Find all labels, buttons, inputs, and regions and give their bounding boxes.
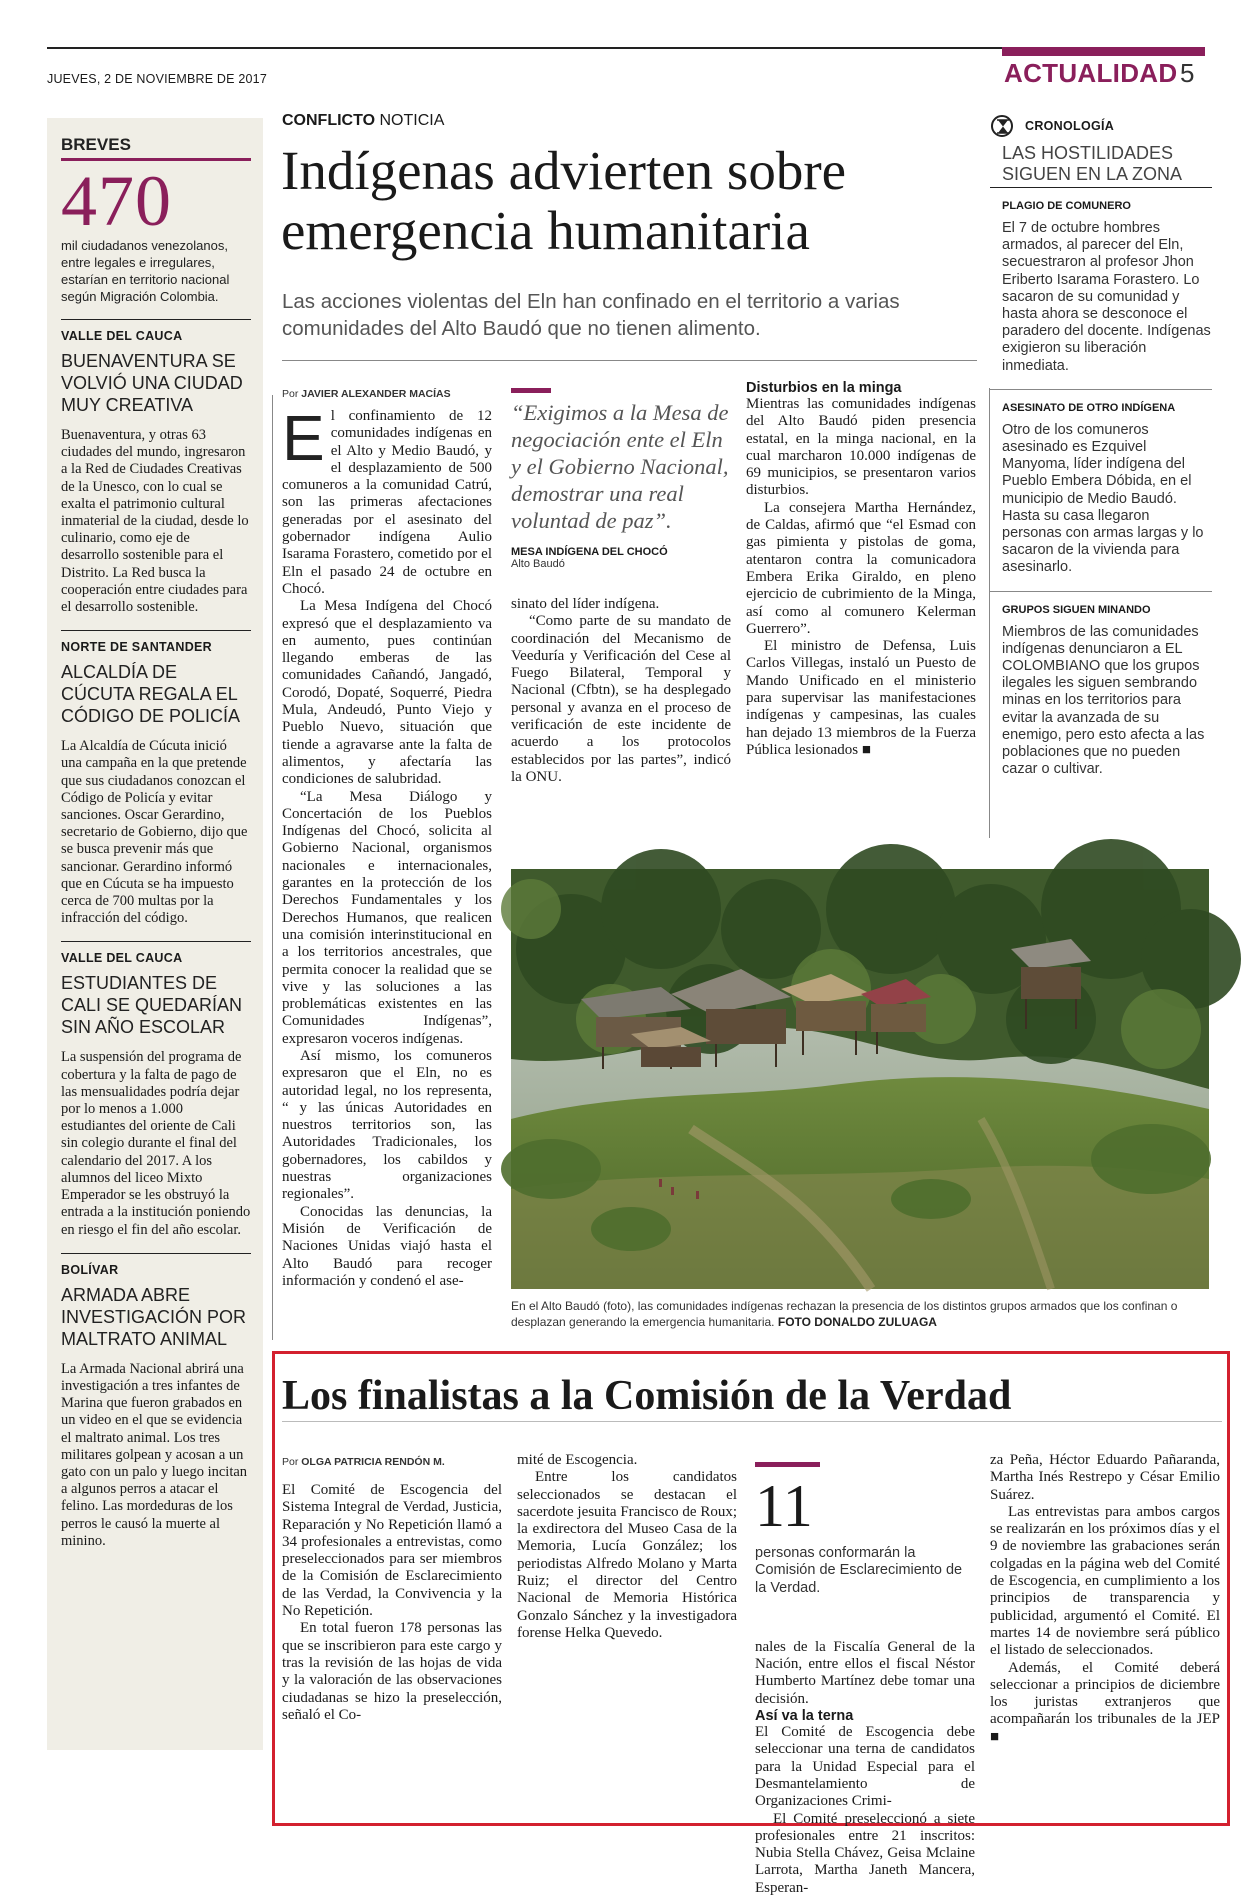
article2-rule bbox=[282, 1421, 1222, 1422]
article-byline bbox=[282, 388, 492, 400]
article2-column-4 bbox=[990, 1452, 1220, 1746]
chronology-separator bbox=[990, 591, 1212, 592]
chronology-item-text: Miembros de las comunidades indígenas denunciaron a EL COLOMBIANO que los grupos ilegales les siguen sembrando minas en los territorios para evitar la avanzada de su enemigo, pero esto afecta a las poblaciones que no pueden cazar o cultivar. bbox=[1002, 623, 1205, 778]
chronology-item bbox=[990, 200, 1212, 375]
brief-item bbox=[61, 630, 251, 927]
stat-caption: personas conformarán la Comisión de Esclarecimiento de la Verdad. bbox=[755, 1545, 963, 1596]
article-rule bbox=[282, 360, 977, 361]
paragraph: La Mesa Indígena del Chocó expresó que el desplazamiento va en aumento, pues continúan llegando emberas de las comunidades Cañandó, Jangadó, Corodó, Dopaté, Soquerré, Piedra Mula, Andeudó, Punto Viejo y Pueblo Nuevo, situación que tiende a agravarse ante la falta de alimentos, y afectaría las condiciones de salubridad. bbox=[282, 598, 492, 788]
paragraph bbox=[282, 402, 492, 598]
paragraph: “La Mesa Diálogo y Concertación de los Pueblos Indígenas del Chocó, solicita al Gobierno Nacional, organismos nacionales e internacionales, garantes en la protección de los Derechos Fundamentales y los Derechos Humanos, que realicen una comisión interinstitucional en a los territorios ancestrales, que permita conocer la realidad que se vive y las soluciones a las problemáticas existentes en las Comunidades Indígenas”, expresaron voceros indígenas. bbox=[282, 788, 492, 1047]
article2-body bbox=[282, 1482, 502, 1724]
issue-date: JUEVES, 2 DE NOVIEMBRE DE 2017 bbox=[47, 72, 267, 86]
chronology-title: LAS HOSTILIDADES SIGUEN EN LA ZONA bbox=[990, 143, 1212, 188]
paragraph: El Comité preseleccionó a siete profesionales entre 21 inscritos: Nubia Stella Chávez, Geisa Mclaine Larrota, Martha Janeth Mancera, Esperan- bbox=[755, 1810, 975, 1896]
brief-region: BOLÍVAR bbox=[61, 1262, 119, 1277]
paragraph: El Comité de Escogencia del Sistema Integral de Verdad, Justicia, Reparación y No Repetición llamó a 34 profesionales a entrevistas, como preseleccionados para ser miembros de la Comisión de Esclarecimiento de las Verdad, la Convivencia y la No Repetición. bbox=[282, 1482, 502, 1620]
quote-location: Alto Baudó bbox=[511, 558, 565, 570]
article-body bbox=[282, 402, 492, 1290]
chronology-item-title: ASESINATO DE OTRO INDÍGENA bbox=[1002, 401, 1176, 414]
byline-name: JAVIER ALEXANDER MACÍAS bbox=[301, 388, 451, 400]
article-body bbox=[511, 596, 731, 786]
article-kicker bbox=[282, 112, 444, 130]
chronology-item-title: PLAGIO DE COMUNERO bbox=[1002, 200, 1131, 212]
paragraph: Conocidas las denuncias, la Misión de Verificación de Naciones Unidas viajó hasta el Alto Baudó para recoger información y condenó el ase- bbox=[282, 1203, 492, 1289]
photo-caption-text: En el Alto Baudó (foto), las comunidades indígenas rechazan la presencia de los distintos grupos armados que los confinan o desplazan generando la emergencia humanitaria. bbox=[511, 1299, 1178, 1329]
article-headline: Indígenas advierten sobre emergencia humanitaria bbox=[281, 140, 847, 261]
paragraph: El Comité de Escogencia debe seleccionar una terna de candidatos para la Unidad Especial para el Desmantelamiento de Organizaciones Crimi- bbox=[755, 1724, 975, 1810]
dropcap: E bbox=[282, 402, 325, 474]
page-number: 5 bbox=[1180, 58, 1195, 88]
article2-body bbox=[755, 1724, 975, 1897]
paragraph: La consejera Martha Hernández, de Caldas, afirmó que “el Esmad con gas pimienta y pistolas de goma, atentaron contra la comunicadora Embera Erika Giraldo, en pleno ejercicio de cubrimiento de la Minga, así como al comunero Kelerman Guerrero”. bbox=[746, 499, 976, 637]
chronology-separator bbox=[990, 389, 1212, 390]
article-column-3 bbox=[746, 380, 976, 759]
article2-byline bbox=[282, 1456, 502, 1468]
briefs-sidebar bbox=[47, 118, 263, 1750]
brief-region: VALLE DEL CAUCA bbox=[61, 329, 183, 343]
article2-column-1 bbox=[282, 1456, 502, 1724]
chronology-label: CRONOLOGÍA bbox=[1025, 119, 1115, 133]
article2-body bbox=[755, 1639, 975, 1708]
quote-source: MESA INDÍGENA DEL CHOCÓ bbox=[511, 546, 668, 558]
paragraph: “Como parte de su mandato de coordinación del Mecanismo de Veeduría y Verificación del Cese al Fuego Bilateral, Temporal y Nacional (Cfbtn), se ha desplegado personal y avanza en el proceso de verificación de este incidente de acuerdo a los protocolos establecidos por las partes”, indicó la ONU. bbox=[511, 613, 731, 785]
chronology-item bbox=[990, 604, 1212, 779]
kicker-type: NOTICIA bbox=[379, 112, 445, 129]
chronology-item-text: El 7 de octubre hombres armados, al parecer del Eln, secuestraron al profesor Jhon Eriberto Isarama Forastero. Lo sacaron de su comunidad y hasta ahora se desconoce el paradero del docente. Indígenas exigieron su liberación inmediata. bbox=[1002, 220, 1211, 374]
stat-accent-bar bbox=[755, 1462, 820, 1467]
pull-quote: “Exigimos a la Mesa de negociación ente el Eln y el Gobierno Nacional, demostrar una real voluntad de paz”. bbox=[511, 400, 729, 533]
section-title: ACTUALIDAD bbox=[1004, 58, 1178, 88]
photo-credit: FOTO DONALDO ZULUAGA bbox=[777, 1315, 937, 1329]
brief-headline: ESTUDIANTES DE CALI SE QUEDARÍAN SIN AÑO ESCOLAR bbox=[61, 973, 243, 1038]
article-body bbox=[746, 396, 976, 759]
hourglass-icon bbox=[991, 115, 1013, 137]
paragraph: El ministro de Defensa, Luis Carlos Villegas, instaló un Puesto de Mando Unificado en el ministerio para supervisar las manifestaciones indígenas y campesinas, las cuales han dejado 13 miembros de la Fuerza Pública lesionados ■ bbox=[746, 638, 976, 758]
article-column-1 bbox=[282, 388, 492, 1290]
article2-column-2 bbox=[517, 1452, 737, 1642]
briefs-big-number: 470 bbox=[61, 161, 172, 241]
byline-prefix: Por bbox=[282, 388, 299, 400]
brief-headline: ALCALDÍA DE CÚCUTA REGALA EL CÓDIGO DE POLICÍA bbox=[61, 662, 241, 727]
paragraph: Las entrevistas para ambos cargos se realizarán en los próximos días y el 9 de noviembre las grabaciones serán colgadas en la página web del Comité de Escogencia, en cumplimiento a los principios de transparencia y publicidad, argumentó el Comité. El martes 14 de noviembre será público el listado de seleccionados. bbox=[990, 1503, 1220, 1659]
brief-text: Buenaventura, y otras 63 ciudades del mundo, ingresaron a la Red de Ciudades Creativas de la Unesco, con lo cual se exalta el patrimonio cultural inmaterial de la ciudad, desde lo culinario, como eje de desarrollo sostenible para el Distrito. La Red busca la cooperación entre ciudades para el desarrollo sostenible. bbox=[61, 427, 249, 616]
photo-caption bbox=[511, 1298, 1211, 1330]
article2-body bbox=[517, 1452, 737, 1642]
byline-name: OLGA PATRICIA RENDÓN M. bbox=[301, 1456, 445, 1468]
brief-headline: ARMADA ABRE INVESTIGACIÓN POR MALTRATO ANIMAL bbox=[61, 1284, 247, 1349]
column-subhead: Así va la terna bbox=[755, 1708, 854, 1725]
kicker-section: CONFLICTO bbox=[282, 112, 376, 129]
brief-headline: BUENAVENTURA SE VOLVIÓ UNA CIUDAD MUY CREATIVA bbox=[61, 351, 243, 415]
section-color-bar bbox=[1002, 47, 1205, 56]
paragraph: nales de la Fiscalía General de la Nación, entre ellos el fiscal Néstor Humberto Martínez debe tomar una decisión. bbox=[755, 1638, 975, 1707]
paragraph: za Peña, Héctor Eduardo Pañaranda, Martha Inés Restrepo y César Emilio Suárez. bbox=[990, 1452, 1220, 1503]
chronology-item bbox=[990, 402, 1212, 577]
paragraph: mité de Escogencia. bbox=[517, 1452, 638, 1468]
quote-accent-bar bbox=[511, 388, 551, 393]
column-divider bbox=[272, 395, 273, 1340]
article-column-2 bbox=[511, 388, 731, 786]
briefs-title: BREVES bbox=[61, 135, 131, 154]
article-photo bbox=[511, 869, 1209, 1289]
article2-body bbox=[990, 1452, 1220, 1746]
article-subhead: Las acciones violentas del Eln han confinado en el territorio a varias comunidades del Alto Baudó que no tienen alimento. bbox=[282, 290, 900, 340]
brief-text: La Alcaldía de Cúcuta inició una campaña en la que pretende que sus ciudadanos conozcan el Código de Policía y evitar sanciones. Oscar Gerardino, secretario de Gobierno, dijo que se busca prevenir más que sancionar. Gerardino informó que en Cúcuta se ha impuesto cerca de 700 multas por la infracción del código. bbox=[61, 738, 248, 927]
chronology-box bbox=[990, 115, 1212, 778]
paragraph: sinato del líder indígena. bbox=[511, 596, 660, 612]
brief-item bbox=[61, 1253, 251, 1550]
chronology-item-title: GRUPOS SIGUEN MINANDO bbox=[1002, 603, 1151, 616]
brief-region: NORTE DE SANTANDER bbox=[61, 640, 213, 655]
paragraph: Entre los candidatos seleccionados se destacan el sacerdote jesuita Francisco de Roux; la exdirectora del Museo Casa de la Memoria, Lucía González; los periodistas Alfredo Molano y Marta Ruiz; el director del Centro Nacional de Memoria Histórica Gonzalo Sánchez y la investigadora forense Helka Quevedo. bbox=[517, 1469, 737, 1641]
article2-column-3 bbox=[755, 1452, 975, 1897]
brief-item bbox=[61, 319, 251, 616]
village-photo-illustration bbox=[511, 869, 1209, 1289]
stat-number: 11 bbox=[755, 1473, 813, 1539]
article2-headline: Los finalistas a la Comisión de la Verdad bbox=[282, 1373, 1012, 1419]
chronology-item-text: Otro de los comuneros asesinado es Ezquivel Manyoma, líder indígena del Pueblo Embera Dóbida, en el municipio de Medio Baudó. Hasta su casa llegaron personas con armas largas y lo sacaron de la vivienda para asesinarlo. bbox=[1002, 421, 1204, 576]
paragraph-text: l confinamiento de 12 comunidades indígenas en el Alto y Medio Baudó, y el desplazamiento de 500 comuneros a la comunidad Catrú, son las primeras afectaciones generadas por el asesinato del gobernador indígena Aulio Isarama Forastero, cometido por el Eln el pasado 24 de octubre en Chocó. bbox=[282, 408, 492, 597]
chronology-header bbox=[990, 115, 1212, 137]
brief-region: VALLE DEL CAUCA bbox=[61, 951, 183, 966]
paragraph: Así mismo, los comuneros expresaron que el Eln, no es autoridad legal, no los representa, “ y las únicas Autoridades en nuestros territorios son, las Autoridades Tradicionales, los gobernadores, los cabildos y nuestras organizaciones regionales”. bbox=[282, 1047, 492, 1203]
brief-item bbox=[61, 941, 251, 1238]
column-subhead: Disturbios en la minga bbox=[746, 380, 902, 396]
brief-text: La suspensión del programa de cobertura y la falta de pago de las mensualidades podría dejar por lo menos a 1.000 estudiantes del oriente de Cali sin colegio durante el final del calendario del 2017. A los alumnos del liceo Mixto Emperador se les obstruyó la entrada a la institución poniendo en riesgo el fin del año escolar. bbox=[61, 1049, 251, 1238]
byline-prefix: Por bbox=[282, 1456, 299, 1468]
paragraph: Mientras las comunidades indígenas del Alto Baudó piden presencia estatal, en la minga nacional, en la cual marcharon 10.000 indígenas de 69 municipios, se presentaron varios disturbios. bbox=[746, 396, 976, 499]
paragraph: Además, el Comité deberá seleccionar a principios de diciembre los juristas extranjeros que acompañarán los tribunales de la JEP ■ bbox=[990, 1659, 1220, 1745]
briefs-big-caption: mil ciudadanos venezolanos, entre legales e irregulares, estarían en territorio nacional según Migración Colombia. bbox=[61, 238, 230, 304]
paragraph: En total fueron 178 personas las que se inscribieron para este cargo y tras la revisión de las hojas de vida y la valoración de las observaciones ciudadanas se hizo la preselección, señaló el Co- bbox=[282, 1620, 502, 1723]
brief-text: La Armada Nacional abrirá una investigación a tres infantes de Marina que fueron grabados en un video en el que se evidencia el maltrato animal. Los tres militares golpean y acosan a un gato con un palo y luego incitan a algunos perros a atacar el felino. Las mordeduras de los perros le causó la muerte al minino. bbox=[61, 1360, 248, 1549]
